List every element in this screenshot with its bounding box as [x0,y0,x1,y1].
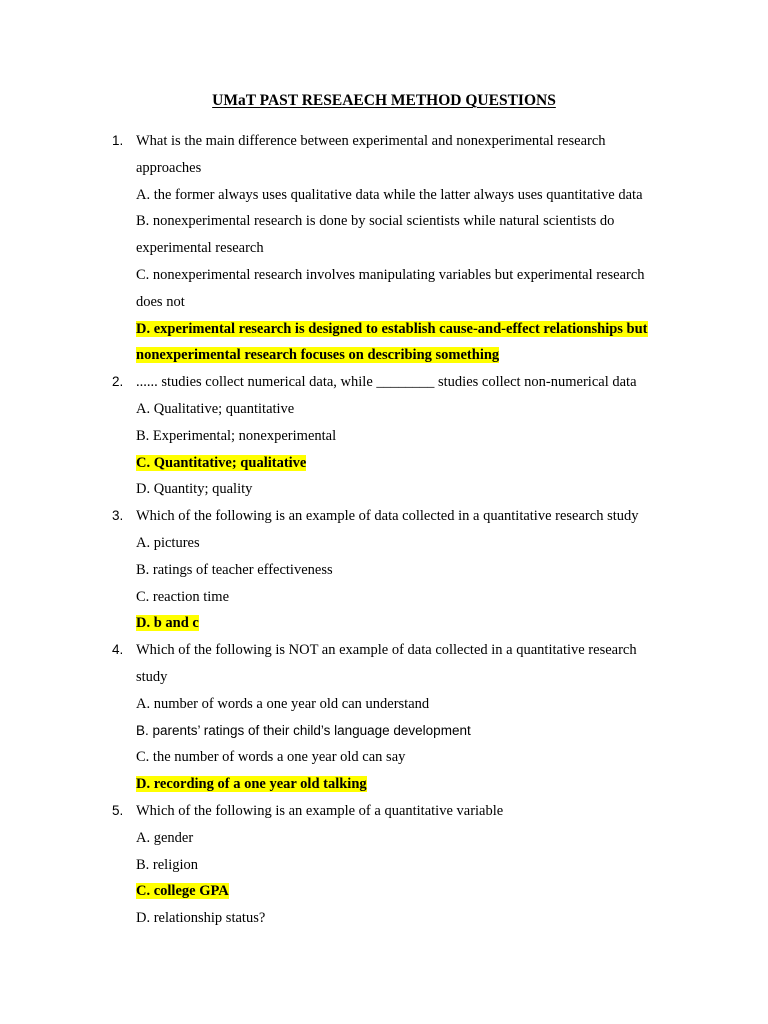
answer-line: nonexperimental research focuses on describing something [136,347,500,364]
question-number: 2. [112,374,124,390]
option-line: B. nonexperimental research is done by social scientists while natural scientists do [136,213,615,230]
answer-line: D. experimental research is designed to establish cause-and-effect relationships but [136,320,648,337]
question-text [136,637,676,691]
answer-text: D. recording of a one year old talking [136,776,367,793]
option-d-answer [136,771,696,798]
question-1 [0,128,768,369]
question-text: Which of the following is an example of a quantitative variable [136,802,504,819]
option-b: B. Experimental; nonexperimental [136,427,337,444]
question-2 [0,369,768,503]
option-line: does not [136,293,185,310]
question-text: Which of the following is an example of data collected in a quantitative research study [136,508,639,525]
option-line: C. nonexperimental research involves manipulating variables but experimental research [136,266,645,283]
question-5 [0,798,768,932]
question-number: 3. [112,508,124,524]
page-title: UMaT PAST RESEAECH METHOD QUESTIONS [212,92,556,109]
option-d: D. Quantity; quality [136,481,253,498]
question-list [0,128,768,932]
option-line: experimental research [136,240,264,257]
option-c-answer [136,878,696,905]
option-d: D. relationship status? [136,910,266,927]
option-b [136,208,696,262]
question-text [136,128,676,182]
option-a: A. number of words a one year old can understand [136,695,430,712]
question-3 [0,503,768,637]
option-c [136,262,696,316]
option-c-answer [136,450,696,477]
question-number: 1. [112,133,124,148]
option-c: C. reaction time [136,588,230,605]
answer-text: D. b and c [136,615,199,632]
option-d-answer [136,316,696,370]
option-b: B. ratings of teacher effectiveness [136,561,333,578]
answer-text: C. Quantitative; qualitative [136,454,307,471]
question-number: 4. [112,642,124,658]
option-d-answer [136,610,696,637]
option-a: A. gender [136,829,194,846]
question-number: 5. [112,802,124,818]
question-text-line: study [136,668,168,685]
option-b: B. parents’ ratings of their child’s language development [136,722,471,738]
question-text-line: approaches [136,159,202,176]
option-a: A. the former always uses qualitative data while the latter always uses quantitative data [136,186,643,203]
option-a: A. Qualitative; quantitative [136,400,295,417]
question-text-line: Which of the following is NOT an example of data collected in a quantitative research [136,642,637,659]
answer-text: C. college GPA [136,883,229,900]
question-text-line: What is the main difference between experimental and nonexperimental research [136,133,606,149]
question-text: ...... studies collect numerical data, while ________ studies collect non-numerical data [136,374,637,391]
question-4 [0,637,768,798]
option-a: A. pictures [136,534,200,551]
option-b: B. religion [136,856,199,873]
option-c: C. the number of words a one year old can say [136,749,406,766]
